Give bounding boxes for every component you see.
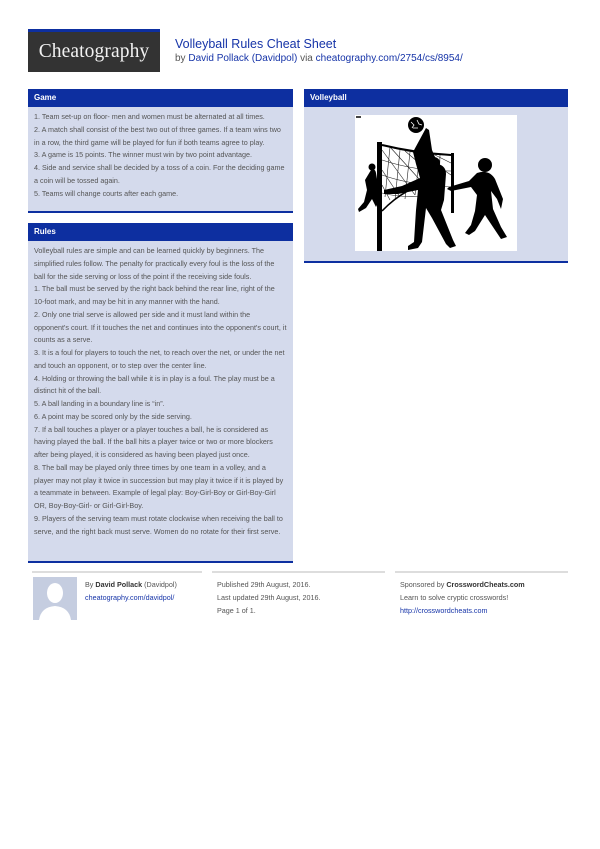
rules-line: 5. A ball landing in a boundary line is “in”. (34, 399, 165, 408)
section-game (28, 89, 293, 213)
cheatography-logo[interactable] (28, 29, 160, 72)
page-count: Page 1 of 1. (217, 606, 256, 615)
section-title-volleyball: Volleyball (304, 89, 568, 107)
by-prefix: by (175, 53, 186, 64)
game-line: 4. Side and service shall be decided by a toss of a coin. For the deciding game a coin will be tossed again. (34, 163, 285, 185)
section-title-rules: Rules (28, 223, 293, 241)
rules-line: 7. If a ball touches a player or a player touches a ball, he is considered as having played the ball. If the ball hits a player twice or two or more blockers after being played, it is considered as having been played just once. (34, 424, 273, 459)
game-line: 1. Team set-up on floor- men and women must be alternated at all times. (34, 112, 265, 121)
game-line: 5. Teams will change courts after each game. (34, 188, 179, 198)
footer-author-handle: (Davidpol) (144, 580, 177, 589)
rules-line: 8. The ball may be played only three times by one team in a volley, and a player may not play it twice in succession but may play it twice if it is played by a teammate in between. Example of legal play: Boy-Girl-Boy or Girl-Boy-Girl OR, Boy-Boy-Girl- or Girl-Girl-Boy. (34, 462, 284, 510)
sponsor-name: CrosswordCheats.com (446, 580, 525, 589)
rules-line: 6. A point may be scored only by the side serving. (34, 411, 192, 421)
section-title-game: Game (28, 89, 293, 107)
author-link[interactable]: David Pollack (Davidpol) (188, 53, 298, 64)
section-volleyball (304, 89, 568, 263)
footer-author-url[interactable]: cheatography.com/davidpol/ (85, 593, 175, 602)
footer-publish-info (217, 578, 321, 617)
via-text: via (300, 53, 313, 64)
sponsored-prefix: Sponsored by (400, 580, 445, 589)
byline (175, 53, 463, 64)
game-line: 2. A match shall consist of the best two out of three games. If a team wins two in a row, the third game will be played for fun if both teams agree to play. (34, 124, 281, 147)
updated-date: Last updated 29th August, 2016. (217, 593, 321, 602)
sheet-url-link[interactable]: cheatography.com/2754/cs/8954/ (315, 53, 463, 64)
footer-divider (212, 571, 385, 573)
sponsor-tagline: Learn to solve cryptic crosswords! (400, 593, 509, 602)
rules-line: 9. Players of the serving team must rotate clockwise when receiving the ball to serve, and the right back must serve. Women do no rotate for their first serve. (34, 513, 283, 536)
logo-text: Cheatography (38, 41, 150, 62)
section-body-game (28, 107, 293, 204)
rules-line: Volleyball rules are simple and can be learned quickly by beginners. The simplified rules follow. The penalty for practically every foul is the loss of the ball for the side serving or loss of the point if the receiving side fouls. (34, 246, 275, 281)
rules-line: 1. The ball must be served by the right back behind the rear line, right of the 10-foot mark, and may be hit in any manner with the hand. (34, 284, 275, 306)
rules-line: 4. Holding or throwing the ball while it is in play is a foul. The play must be a distinct hit of the ball. (34, 373, 275, 396)
rules-line: 3. It is a foul for players to touch the net, to reach over the net, or under the net and touch an opponent, or to step over the center line. (34, 348, 285, 370)
section-rules (28, 223, 293, 563)
user-silhouette-icon (33, 577, 77, 620)
footer-author (85, 578, 177, 604)
sponsor-url[interactable]: http://crosswordcheats.com (400, 606, 488, 615)
footer-divider (32, 571, 202, 573)
volleyball-players-silhouette-icon (355, 115, 517, 251)
footer-by: By (85, 580, 94, 589)
section-body-rules (28, 241, 293, 542)
game-line: 3. A game is 15 points. The winner must win by two point advantage. (34, 150, 253, 160)
rules-line: 2. Only one trial serve is allowed per side and it must land within the opponent's court. If it touches the net and continues into the opponent's court, it counts as a serve. (34, 309, 287, 345)
footer-author-name: David Pollack (95, 580, 143, 589)
published-date: Published 29th August, 2016. (217, 580, 311, 589)
volleyball-image (355, 115, 517, 251)
page-title[interactable]: Volleyball Rules Cheat Sheet (175, 37, 337, 51)
footer-divider (395, 571, 568, 573)
footer-sponsor (400, 578, 525, 617)
author-avatar[interactable] (33, 577, 77, 620)
